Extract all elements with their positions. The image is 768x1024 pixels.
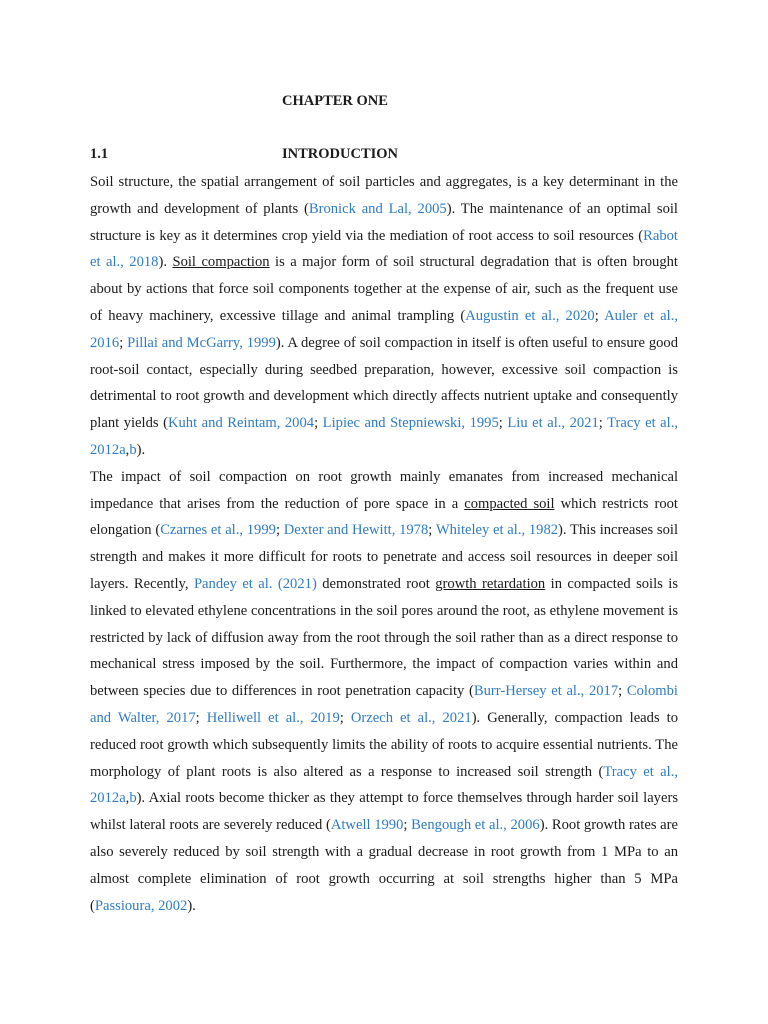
- text-run: ;: [119, 334, 128, 351]
- text-run: demonstrated root: [316, 575, 436, 592]
- citation-link[interactable]: Pandey et al. (2021): [193, 575, 317, 592]
- citation-link[interactable]: b: [129, 790, 137, 807]
- text-run: ).: [187, 897, 196, 914]
- citation-link[interactable]: Passioura, 2002: [94, 897, 188, 914]
- text-run: ;: [314, 415, 323, 432]
- section-number: 1.1: [90, 146, 109, 162]
- citation-link[interactable]: Czarnes et al., 1999: [160, 522, 276, 539]
- citation-link[interactable]: Bronick and Lal, 2005: [308, 200, 447, 217]
- citation-link[interactable]: Helliwell et al., 2019: [206, 709, 340, 726]
- text-run: ). The maintenance of an optimal soil structure is key as it determines crop yield via the mediation of root access to soil resources (: [90, 200, 678, 244]
- text-run: ). A degree of soil compaction in itself is often useful to ensure good root-soil contact, especially during seedbed preparation, however, excessive soil compaction is detrimental to root growth and development which directly affects nutrient uptake and consequently plant yields (: [90, 334, 679, 432]
- text-run: in compacted soils is linked to elevated ethylene concentrations in the soil pores around the root, as ethylene movement is restricted by lack of diffusion away from the root through the soil rather than as a direct response to mechanical stress imposed by the soil. Furthermore, the impact of compaction varies within and between species due to differences in root penetration capacity (: [90, 575, 678, 700]
- citation-link[interactable]: Orzech et al., 2021: [350, 709, 472, 726]
- text-run: ).: [158, 254, 173, 271]
- paragraph-2: [90, 464, 678, 920]
- paragraph-1: [90, 169, 678, 464]
- text-run: ,: [125, 441, 130, 458]
- text-run: ;: [275, 522, 284, 539]
- citation-link[interactable]: Tracy et al., 2012a: [90, 415, 679, 458]
- citation-link[interactable]: Burr-Hersey et al., 2017: [473, 683, 619, 700]
- text-run: ,: [125, 790, 130, 807]
- citation-link[interactable]: Pillai and McGarry, 1999: [127, 334, 276, 351]
- text-run: ;: [598, 415, 608, 432]
- citation-link[interactable]: b: [129, 441, 137, 458]
- text-run: ). This increases soil strength and makes it more difficult for roots to penetrate and access soil resources in deeper soil layers. Recently,: [90, 522, 678, 592]
- underlined-term: Soil compaction: [172, 254, 270, 271]
- citation-link[interactable]: Tracy et al., 2012a: [90, 763, 679, 807]
- citation-link[interactable]: Atwell 1990: [330, 817, 404, 834]
- text-run: ;: [403, 817, 412, 834]
- text-run: ). Root growth rates are also severely reduced by soil strength with a gradual decrease in root growth from 1 MPa to an almost complete elimination of root growth occurring at soil strengths higher than 5 MPa (: [90, 817, 678, 914]
- text-run: ;: [594, 307, 605, 324]
- citation-link[interactable]: Rabot et al., 2018: [90, 227, 678, 271]
- text-run: ).: [136, 441, 146, 458]
- underlined-term: growth retardation: [435, 575, 546, 592]
- text-run: ). Generally, compaction leads to reduced root growth which subsequently limits the ability of roots to acquire essential nutrients. The morphology of plant roots is also altered as a response to increased soil strength (: [90, 709, 679, 780]
- body-text: [90, 169, 678, 919]
- citation-link[interactable]: Kuht and Reintam, 2004: [167, 415, 315, 432]
- citation-link[interactable]: Auler et al., 2016: [90, 307, 678, 351]
- underlined-term: compacted soil: [464, 495, 555, 512]
- citation-link[interactable]: Bengough et al., 2006: [411, 817, 540, 834]
- text-run: ;: [498, 415, 508, 432]
- text-run: Soil structure, the spatial arrangement of soil particles and aggregates, is a key determinant in the growth and development of plants (: [90, 174, 678, 217]
- text-run: which restricts root elongation (: [90, 495, 678, 539]
- section-title: INTRODUCTION: [282, 146, 399, 162]
- text-run: ;: [339, 709, 351, 726]
- text-run: ;: [195, 709, 207, 726]
- citation-link[interactable]: Dexter and Hewitt, 1978: [283, 522, 429, 539]
- citation-link[interactable]: Liu et al., 2021: [507, 415, 599, 432]
- text-run: ;: [618, 683, 627, 700]
- citation-link[interactable]: Lipiec and Stepniewski, 1995: [322, 415, 499, 432]
- text-run: ;: [428, 522, 436, 539]
- citation-link[interactable]: Augustin et al., 2020: [465, 307, 595, 324]
- text-run: is a major form of soil structural degradation that is often brought about by actions that force soil components together at the expense of air, such as the frequent use of heavy machinery, excessive tillage and animal trampling (: [90, 254, 678, 324]
- citation-link[interactable]: Whiteley et al., 1982: [435, 522, 559, 539]
- text-run: ). Axial roots become thicker as they attempt to force themselves through harder soil layers whilst lateral roots are severely reduced (: [90, 790, 678, 834]
- chapter-title: CHAPTER ONE: [282, 93, 388, 109]
- text-run: The impact of soil compaction on root growth mainly emanates from increased mechanical impedance that arises from the reduction of pore space in a: [90, 468, 678, 512]
- citation-link[interactable]: Colombi and Walter, 2017: [90, 683, 678, 726]
